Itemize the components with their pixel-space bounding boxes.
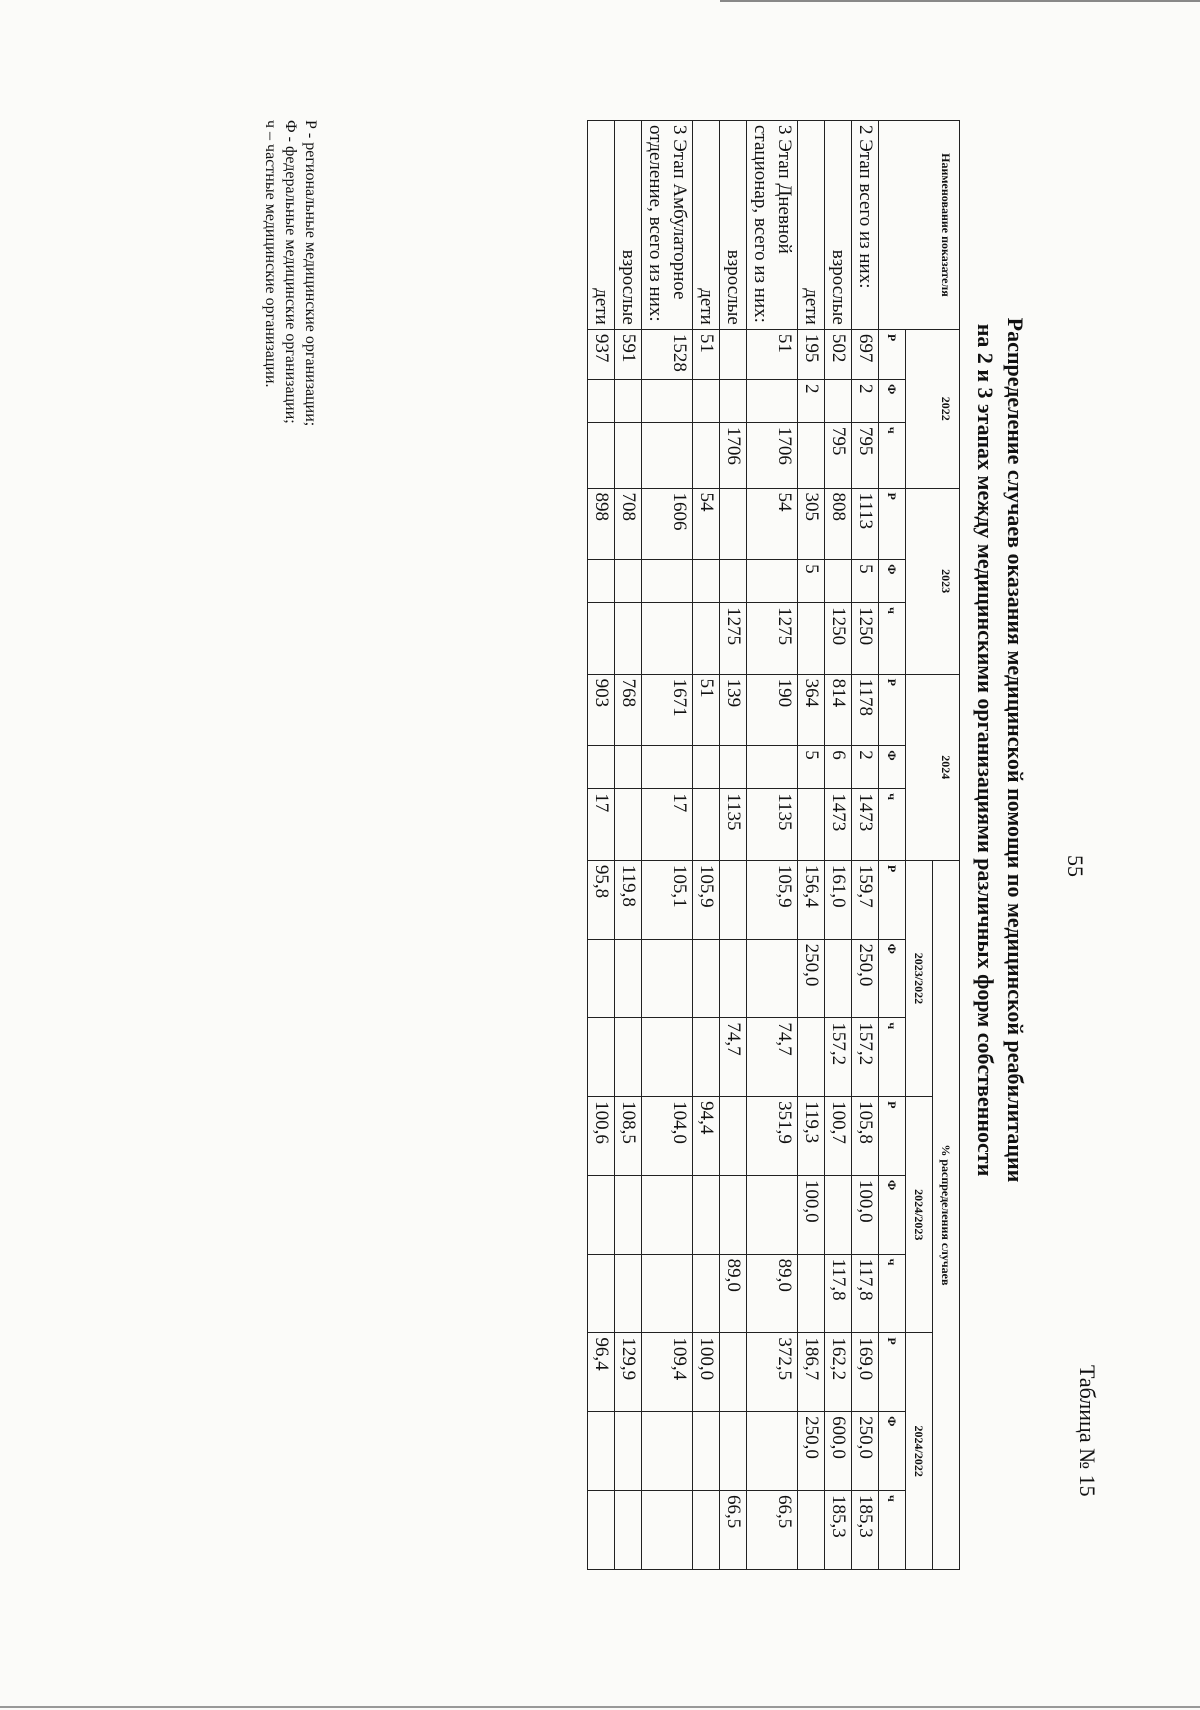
table-cell bbox=[615, 560, 642, 603]
table-cell: 1528 bbox=[642, 329, 693, 379]
table-cell bbox=[798, 1490, 825, 1569]
table-cell bbox=[642, 560, 693, 603]
table-cell: 1113 bbox=[852, 488, 879, 560]
table-cell bbox=[747, 939, 798, 1018]
title-line-1: Распределение случаев оказания медицинской помощи по медицинской реабилитации bbox=[1003, 317, 1028, 1183]
distribution-table bbox=[587, 120, 960, 1570]
table-cell bbox=[615, 379, 642, 422]
table-cell: 1473 bbox=[852, 789, 879, 861]
table-cell: 100,0 bbox=[798, 1175, 825, 1254]
table-cell bbox=[693, 1490, 720, 1569]
header-sub-row bbox=[879, 121, 906, 1570]
header-ratio-2023-2022: 2023/2022 bbox=[906, 860, 933, 1096]
table-cell: 94,4 bbox=[693, 1097, 720, 1176]
table-cell: 250,0 bbox=[852, 1412, 879, 1491]
header-sub-f: Ф bbox=[879, 1412, 906, 1491]
table-cell: 2 bbox=[852, 746, 879, 789]
table-cell bbox=[615, 746, 642, 789]
header-sub-ch: ч bbox=[879, 1018, 906, 1097]
header-sub-r: Р bbox=[879, 674, 906, 746]
table-cell bbox=[825, 939, 852, 1018]
table-cell: 2 bbox=[852, 379, 879, 422]
table-cell: 74,7 bbox=[747, 1018, 798, 1097]
table-cell bbox=[642, 939, 693, 1018]
table-cell: 105,8 bbox=[852, 1097, 879, 1176]
table-cell bbox=[693, 560, 720, 603]
header-year-2023: 2023 bbox=[906, 488, 960, 674]
table-cell: 364 bbox=[798, 674, 825, 746]
table-cell: 5 bbox=[798, 746, 825, 789]
table-cell bbox=[642, 1412, 693, 1491]
table-cell: 119,3 bbox=[798, 1097, 825, 1176]
table-cell: 139 bbox=[720, 674, 747, 746]
header-sub-ch: ч bbox=[879, 603, 906, 675]
table-cell bbox=[720, 488, 747, 560]
table-cell bbox=[693, 379, 720, 422]
header-ratio-2024-2022: 2024/2022 bbox=[906, 1333, 933, 1570]
table-cell: 51 bbox=[693, 329, 720, 379]
table-cell: 96,4 bbox=[588, 1333, 615, 1412]
table-cell bbox=[798, 1018, 825, 1097]
table-cell: 89,0 bbox=[720, 1254, 747, 1333]
table-cell: 502 bbox=[825, 329, 852, 379]
table-cell: 898 bbox=[588, 488, 615, 560]
table-row bbox=[852, 121, 879, 1570]
table-cell bbox=[615, 1412, 642, 1491]
table-cell bbox=[825, 1175, 852, 1254]
table-cell: 1250 bbox=[852, 603, 879, 675]
table-cell bbox=[693, 1018, 720, 1097]
table-cell: 600,0 bbox=[825, 1412, 852, 1491]
table-cell: 814 bbox=[825, 674, 852, 746]
table-cell bbox=[720, 1412, 747, 1491]
row-label: взрослые bbox=[720, 121, 747, 330]
table-cell bbox=[642, 1175, 693, 1254]
row-label: 3 Этап Дневной стационар, всего из них: bbox=[747, 121, 798, 330]
table-cell: 305 bbox=[798, 488, 825, 560]
table-cell bbox=[720, 860, 747, 939]
title-line-2: на 2 и 3 этапах между медицинскими организациями различных форм собственности bbox=[973, 323, 998, 1177]
table-cell: 1706 bbox=[747, 422, 798, 488]
header-sub-f: Ф bbox=[879, 939, 906, 1018]
table-cell bbox=[642, 422, 693, 488]
header-sub-ch: ч bbox=[879, 1254, 906, 1333]
table-cell: 17 bbox=[642, 789, 693, 861]
table-cell bbox=[693, 1175, 720, 1254]
table-cell: 1135 bbox=[720, 789, 747, 861]
legend-item-r: Р - региональные медицинские организации; bbox=[302, 120, 319, 427]
table-cell: 100,6 bbox=[588, 1097, 615, 1176]
row-label: дети bbox=[588, 121, 615, 330]
table-row bbox=[615, 121, 642, 1570]
table-cell bbox=[588, 560, 615, 603]
table-cell bbox=[588, 1018, 615, 1097]
table-cell bbox=[798, 1254, 825, 1333]
table-cell: 54 bbox=[693, 488, 720, 560]
table-cell bbox=[720, 560, 747, 603]
table-cell bbox=[720, 1175, 747, 1254]
table-cell bbox=[615, 789, 642, 861]
header-ratio-2024-2023: 2024/2023 bbox=[906, 1097, 933, 1333]
table-cell bbox=[588, 1490, 615, 1569]
table-cell: 1178 bbox=[852, 674, 879, 746]
table-cell bbox=[693, 1412, 720, 1491]
table-cell bbox=[747, 379, 798, 422]
header-year-2022: 2022 bbox=[906, 329, 960, 488]
table-cell bbox=[798, 422, 825, 488]
header-sub-f: Ф bbox=[879, 379, 906, 422]
table-cell: 250,0 bbox=[852, 939, 879, 1018]
table-cell: 157,2 bbox=[825, 1018, 852, 1097]
table-cell: 51 bbox=[693, 674, 720, 746]
table-cell: 119,8 bbox=[615, 860, 642, 939]
table-cell: 372,5 bbox=[747, 1333, 798, 1412]
table-cell: 109,4 bbox=[642, 1333, 693, 1412]
table-row bbox=[747, 121, 798, 1570]
row-label: взрослые bbox=[825, 121, 852, 330]
table-cell: 54 bbox=[747, 488, 798, 560]
table-body bbox=[588, 121, 879, 1570]
table-cell: 105,1 bbox=[642, 860, 693, 939]
table-cell bbox=[720, 746, 747, 789]
table-cell: 66,5 bbox=[747, 1490, 798, 1569]
table-cell: 162,2 bbox=[825, 1333, 852, 1412]
table-cell bbox=[747, 746, 798, 789]
document-title bbox=[970, 200, 1030, 1300]
table-cell: 108,5 bbox=[615, 1097, 642, 1176]
table-cell: 1135 bbox=[747, 789, 798, 861]
table-cell bbox=[615, 1490, 642, 1569]
table-cell bbox=[693, 939, 720, 1018]
table-cell: 105,9 bbox=[747, 860, 798, 939]
table-cell bbox=[693, 746, 720, 789]
table-cell: 156,4 bbox=[798, 860, 825, 939]
header-pct-group: % распределения случаев bbox=[933, 860, 960, 1569]
table-cell bbox=[798, 789, 825, 861]
table-row bbox=[798, 121, 825, 1570]
table-cell: 1606 bbox=[642, 488, 693, 560]
table-cell bbox=[642, 1018, 693, 1097]
table-cell: 66,5 bbox=[720, 1490, 747, 1569]
table-cell bbox=[588, 422, 615, 488]
table-cell: 1706 bbox=[720, 422, 747, 488]
table-cell: 157,2 bbox=[852, 1018, 879, 1097]
table-cell: 351,9 bbox=[747, 1097, 798, 1176]
header-sub-r: Р bbox=[879, 860, 906, 939]
table-cell: 1250 bbox=[825, 603, 852, 675]
table-cell: 808 bbox=[825, 488, 852, 560]
table-label: Таблица № 15 bbox=[1075, 1365, 1100, 1497]
table-cell: 250,0 bbox=[798, 939, 825, 1018]
table-cell: 5 bbox=[852, 560, 879, 603]
table-cell bbox=[693, 1254, 720, 1333]
table-cell bbox=[825, 379, 852, 422]
table-cell bbox=[693, 422, 720, 488]
header-name-col: Наименование показателя bbox=[879, 121, 960, 330]
table-cell: 17 bbox=[588, 789, 615, 861]
table-cell bbox=[747, 1412, 798, 1491]
table-cell: 186,7 bbox=[798, 1333, 825, 1412]
table-cell: 2 bbox=[798, 379, 825, 422]
table-row bbox=[720, 121, 747, 1570]
table-cell bbox=[588, 1175, 615, 1254]
table-cell bbox=[588, 379, 615, 422]
table-cell bbox=[642, 1490, 693, 1569]
table-cell bbox=[720, 1097, 747, 1176]
table-cell bbox=[615, 1018, 642, 1097]
table-cell: 6 bbox=[825, 746, 852, 789]
table-cell bbox=[798, 603, 825, 675]
table-cell: 105,9 bbox=[693, 860, 720, 939]
table-cell bbox=[642, 603, 693, 675]
table-cell: 903 bbox=[588, 674, 615, 746]
table-cell bbox=[642, 1254, 693, 1333]
table-cell: 1473 bbox=[825, 789, 852, 861]
row-label: 3 Этап Амбулаторное отделение, всего из них: bbox=[642, 121, 693, 330]
header-sub-ch: ч bbox=[879, 1490, 906, 1569]
table-cell bbox=[720, 1333, 747, 1412]
table-cell bbox=[588, 1254, 615, 1333]
page-number: 55 bbox=[1063, 855, 1088, 877]
table-cell: 708 bbox=[615, 488, 642, 560]
table-cell bbox=[642, 746, 693, 789]
table-cell: 100,0 bbox=[693, 1333, 720, 1412]
table-cell: 104,0 bbox=[642, 1097, 693, 1176]
table-cell bbox=[615, 939, 642, 1018]
table-cell bbox=[615, 1254, 642, 1333]
header-sub-r: Р bbox=[879, 1097, 906, 1176]
table-cell: 5 bbox=[798, 560, 825, 603]
table-cell: 250,0 bbox=[798, 1412, 825, 1491]
table-cell: 768 bbox=[615, 674, 642, 746]
header-sub-r: Р bbox=[879, 1333, 906, 1412]
table-cell: 100,7 bbox=[825, 1097, 852, 1176]
table-cell: 1671 bbox=[642, 674, 693, 746]
table-cell: 51 bbox=[747, 329, 798, 379]
table-cell: 795 bbox=[825, 422, 852, 488]
table-cell bbox=[747, 1175, 798, 1254]
header-sub-f: Ф bbox=[879, 560, 906, 603]
table-cell: 89,0 bbox=[747, 1254, 798, 1333]
table-row bbox=[588, 121, 615, 1570]
table-cell bbox=[720, 329, 747, 379]
table-cell bbox=[720, 939, 747, 1018]
table-cell bbox=[588, 603, 615, 675]
table-cell: 185,3 bbox=[825, 1490, 852, 1569]
table-cell: 74,7 bbox=[720, 1018, 747, 1097]
table-cell: 795 bbox=[852, 422, 879, 488]
table-cell bbox=[747, 560, 798, 603]
table-row bbox=[642, 121, 693, 1570]
row-label: дети bbox=[693, 121, 720, 330]
table-cell: 185,3 bbox=[852, 1490, 879, 1569]
header-sub-f: Ф bbox=[879, 746, 906, 789]
header-sub-ch: ч bbox=[879, 422, 906, 488]
table-cell bbox=[588, 939, 615, 1018]
table-cell bbox=[642, 379, 693, 422]
table-cell: 169,0 bbox=[852, 1333, 879, 1412]
row-label: взрослые bbox=[615, 121, 642, 330]
table-cell: 697 bbox=[852, 329, 879, 379]
table-cell bbox=[615, 422, 642, 488]
row-label: 2 Этап всего из них: bbox=[852, 121, 879, 330]
table-cell bbox=[615, 1175, 642, 1254]
legend-item-ch: ч – частные медицинские организации. bbox=[262, 120, 279, 388]
legend-item-f: Ф - федеральные медицинские организации; bbox=[282, 120, 299, 424]
table-row bbox=[825, 121, 852, 1570]
legend bbox=[260, 120, 320, 426]
header-year-2024: 2024 bbox=[906, 674, 960, 860]
table-cell bbox=[588, 746, 615, 789]
table-cell: 190 bbox=[747, 674, 798, 746]
table-cell: 117,8 bbox=[825, 1254, 852, 1333]
table-cell: 195 bbox=[798, 329, 825, 379]
header-sub-f: Ф bbox=[879, 1175, 906, 1254]
table-row bbox=[693, 121, 720, 1570]
table-cell: 937 bbox=[588, 329, 615, 379]
table-cell: 129,9 bbox=[615, 1333, 642, 1412]
header-sub-r: Р bbox=[879, 488, 906, 560]
table-cell bbox=[588, 1412, 615, 1491]
table-cell bbox=[615, 603, 642, 675]
table-cell: 100,0 bbox=[852, 1175, 879, 1254]
table-cell: 161,0 bbox=[825, 860, 852, 939]
header-sub-ch: ч bbox=[879, 789, 906, 861]
table-cell bbox=[693, 789, 720, 861]
row-label: дети bbox=[798, 121, 825, 330]
table-cell bbox=[720, 379, 747, 422]
table-cell bbox=[693, 603, 720, 675]
table-cell bbox=[825, 560, 852, 603]
table-cell: 95,8 bbox=[588, 860, 615, 939]
header-sub-r: Р bbox=[879, 329, 906, 379]
table-cell: 159,7 bbox=[852, 860, 879, 939]
table-cell: 1275 bbox=[720, 603, 747, 675]
table-cell: 591 bbox=[615, 329, 642, 379]
table-cell: 1275 bbox=[747, 603, 798, 675]
table-cell: 117,8 bbox=[852, 1254, 879, 1333]
